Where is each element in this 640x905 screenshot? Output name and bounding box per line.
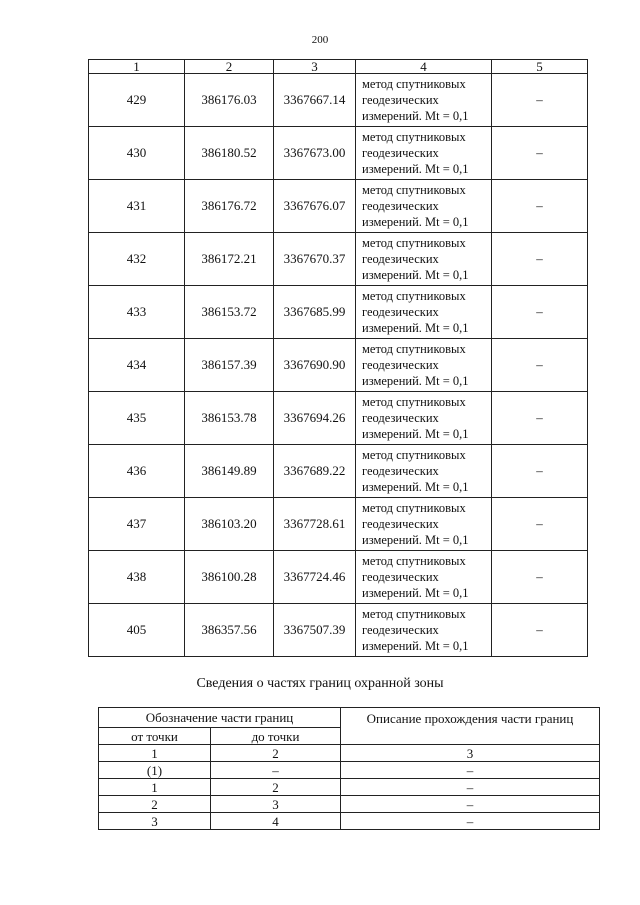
method-cell <box>356 339 492 392</box>
method-line: геодезических <box>362 305 439 319</box>
method-line: измерений. Mt = 0,1 <box>362 162 469 176</box>
method-line: метод спутниковых <box>362 554 466 568</box>
y-coordinate-cell: 3367670.37 <box>274 233 356 286</box>
to-point-cell: 3 <box>211 796 341 813</box>
method-cell <box>356 392 492 445</box>
y-coordinate-cell: 3367673.00 <box>274 127 356 180</box>
method-line: измерений. Mt = 0,1 <box>362 268 469 282</box>
x-coordinate-cell: 386103.20 <box>185 498 274 551</box>
note-cell: – <box>492 551 588 604</box>
coordinates-table <box>88 59 588 657</box>
x-coordinate-cell: 386157.39 <box>185 339 274 392</box>
method-line: геодезических <box>362 146 439 160</box>
table-row <box>89 180 588 233</box>
from-point-cell: (1) <box>99 762 211 779</box>
table-row <box>89 392 588 445</box>
y-coordinate-cell: 3367667.14 <box>274 74 356 127</box>
x-coordinate-cell: 386172.21 <box>185 233 274 286</box>
point-cell: 430 <box>89 127 185 180</box>
method-cell <box>356 180 492 233</box>
method-line: геодезических <box>362 464 439 478</box>
point-cell: 405 <box>89 604 185 657</box>
x-coordinate-cell: 386176.72 <box>185 180 274 233</box>
parts-column-numbers <box>99 745 600 762</box>
col-number-2: 2 <box>211 745 341 762</box>
method-line: метод спутниковых <box>362 342 466 356</box>
from-point-cell: 3 <box>99 813 211 830</box>
method-line: геодезических <box>362 517 439 531</box>
x-coordinate-cell: 386180.52 <box>185 127 274 180</box>
col-number-1: 1 <box>99 745 211 762</box>
x-coordinate-cell: 386357.56 <box>185 604 274 657</box>
table-row <box>99 779 600 796</box>
method-line: метод спутниковых <box>362 395 466 409</box>
method-line: измерений. Mt = 0,1 <box>362 215 469 229</box>
method-line: измерений. Mt = 0,1 <box>362 109 469 123</box>
method-line: измерений. Mt = 0,1 <box>362 374 469 388</box>
method-cell <box>356 445 492 498</box>
note-cell: – <box>492 392 588 445</box>
col-header-2: 2 <box>185 60 274 74</box>
table-row <box>89 551 588 604</box>
point-cell: 433 <box>89 286 185 339</box>
method-line: геодезических <box>362 623 439 637</box>
method-cell <box>356 498 492 551</box>
x-coordinate-cell: 386100.28 <box>185 551 274 604</box>
point-cell: 437 <box>89 498 185 551</box>
note-cell: – <box>492 74 588 127</box>
to-point-cell: – <box>211 762 341 779</box>
col-number-3: 3 <box>341 745 600 762</box>
point-cell: 432 <box>89 233 185 286</box>
from-point-cell: 2 <box>99 796 211 813</box>
to-point-header: до точки <box>211 728 341 745</box>
y-coordinate-cell: 3367694.26 <box>274 392 356 445</box>
x-coordinate-cell: 386176.03 <box>185 74 274 127</box>
method-line: метод спутниковых <box>362 183 466 197</box>
coordinates-table-header <box>89 60 588 74</box>
y-coordinate-cell: 3367724.46 <box>274 551 356 604</box>
note-cell: – <box>492 286 588 339</box>
description-cell: – <box>341 762 600 779</box>
col-header-3: 3 <box>274 60 356 74</box>
point-cell: 434 <box>89 339 185 392</box>
y-coordinate-cell: 3367728.61 <box>274 498 356 551</box>
method-line: измерений. Mt = 0,1 <box>362 586 469 600</box>
method-line: метод спутниковых <box>362 236 466 250</box>
y-coordinate-cell: 3367676.07 <box>274 180 356 233</box>
table-row <box>89 445 588 498</box>
note-cell: – <box>492 127 588 180</box>
note-cell: – <box>492 445 588 498</box>
y-coordinate-cell: 3367690.90 <box>274 339 356 392</box>
point-cell: 435 <box>89 392 185 445</box>
parts-header-row-1 <box>99 708 600 728</box>
table-row <box>89 127 588 180</box>
note-cell: – <box>492 180 588 233</box>
x-coordinate-cell: 386153.72 <box>185 286 274 339</box>
point-cell: 438 <box>89 551 185 604</box>
point-cell: 429 <box>89 74 185 127</box>
note-cell: – <box>492 498 588 551</box>
method-cell <box>356 127 492 180</box>
method-line: метод спутниковых <box>362 448 466 462</box>
from-point-header: от точки <box>99 728 211 745</box>
table-row <box>89 286 588 339</box>
to-point-cell: 2 <box>211 779 341 796</box>
method-line: метод спутниковых <box>362 607 466 621</box>
description-header: Описание прохождения части границ <box>341 708 600 745</box>
x-coordinate-cell: 386153.78 <box>185 392 274 445</box>
method-line: метод спутниковых <box>362 289 466 303</box>
table-row <box>89 498 588 551</box>
table-row <box>89 74 588 127</box>
designation-header: Обозначение части границ <box>99 708 341 728</box>
method-line: измерений. Mt = 0,1 <box>362 321 469 335</box>
table-row <box>99 796 600 813</box>
y-coordinate-cell: 3367689.22 <box>274 445 356 498</box>
method-line: измерений. Mt = 0,1 <box>362 480 469 494</box>
method-line: метод спутниковых <box>362 77 466 91</box>
point-cell: 431 <box>89 180 185 233</box>
method-cell <box>356 604 492 657</box>
point-cell: 436 <box>89 445 185 498</box>
method-line: геодезических <box>362 199 439 213</box>
section-title: Сведения о частях границ охранной зоны <box>196 676 444 691</box>
from-point-cell: 1 <box>99 779 211 796</box>
method-cell <box>356 286 492 339</box>
table-row <box>99 813 600 830</box>
method-cell <box>356 233 492 286</box>
note-cell: – <box>492 604 588 657</box>
method-line: измерений. Mt = 0,1 <box>362 533 469 547</box>
method-line: геодезических <box>362 358 439 372</box>
description-cell: – <box>341 796 600 813</box>
note-cell: – <box>492 233 588 286</box>
method-line: геодезических <box>362 570 439 584</box>
method-line: геодезических <box>362 93 439 107</box>
method-cell <box>356 551 492 604</box>
method-line: метод спутниковых <box>362 501 466 515</box>
table-row <box>99 762 600 779</box>
table-row <box>89 604 588 657</box>
note-cell: – <box>492 339 588 392</box>
table-row <box>89 339 588 392</box>
method-line: геодезических <box>362 411 439 425</box>
to-point-cell: 4 <box>211 813 341 830</box>
col-header-4: 4 <box>356 60 492 74</box>
col-header-1: 1 <box>89 60 185 74</box>
table-row <box>89 233 588 286</box>
x-coordinate-cell: 386149.89 <box>185 445 274 498</box>
boundary-parts-table <box>98 707 600 830</box>
description-cell: – <box>341 813 600 830</box>
y-coordinate-cell: 3367685.99 <box>274 286 356 339</box>
description-cell: – <box>341 779 600 796</box>
page-number: 200 <box>311 34 329 46</box>
method-cell <box>356 74 492 127</box>
method-line: измерений. Mt = 0,1 <box>362 639 469 653</box>
method-line: геодезических <box>362 252 439 266</box>
col-header-5: 5 <box>492 60 588 74</box>
method-line: измерений. Mt = 0,1 <box>362 427 469 441</box>
method-line: метод спутниковых <box>362 130 466 144</box>
y-coordinate-cell: 3367507.39 <box>274 604 356 657</box>
